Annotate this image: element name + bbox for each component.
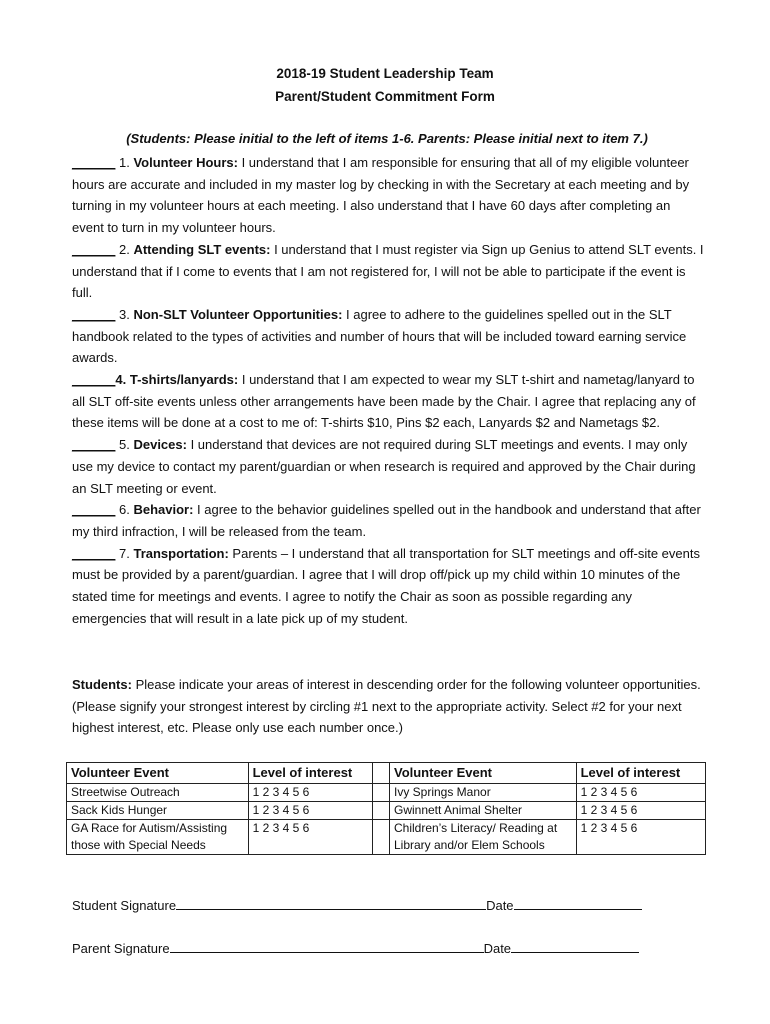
initial-blank-4[interactable]: ______ xyxy=(72,372,116,388)
event-name: Sack Kids Hunger xyxy=(67,802,249,820)
parent-date-line[interactable] xyxy=(511,940,639,953)
item-number: 5. xyxy=(115,437,134,453)
commitment-items xyxy=(72,152,704,629)
commitment-item-7 xyxy=(72,543,704,630)
item-text: I understand that devices are not required during SLT meetings and events. I may only use my device to contact my parent/guardian or when research is required and approved by the Chair during an SLT meeting or event. xyxy=(72,437,696,496)
column-header: Volunteer Event xyxy=(67,763,249,784)
column-header: Volunteer Event xyxy=(389,763,576,784)
table-header-row xyxy=(67,763,706,784)
item-text: I agree to the behavior guidelines spelled out in the handbook and understand that after my third infraction, I will be released from the team. xyxy=(72,502,701,539)
item-heading: Volunteer Hours: xyxy=(133,155,238,170)
item-text: I understand that I must register via Sign up Genius to attend SLT events. I understand that if I come to events that I am not registered for, I will not be able to participate if the event is full. xyxy=(72,241,704,301)
item-number: 7. xyxy=(115,545,134,561)
commitment-item-6 xyxy=(72,499,704,542)
item-number: 1. xyxy=(115,155,134,170)
table-row xyxy=(67,802,706,820)
interest-level-options[interactable]: 1 2 3 4 5 6 xyxy=(248,802,372,820)
spacer-cell xyxy=(372,784,389,802)
interest-level-options[interactable]: 1 2 3 4 5 6 xyxy=(576,802,705,820)
event-name: Ivy Springs Manor xyxy=(389,784,576,802)
table-row xyxy=(67,784,706,802)
interest-level-options[interactable]: 1 2 3 4 5 6 xyxy=(576,820,705,855)
item-number: 2. xyxy=(115,241,134,257)
item-heading: Devices: xyxy=(133,437,187,453)
spacer-cell xyxy=(372,820,389,855)
students-label: Students: xyxy=(72,677,132,692)
interest-level-options[interactable]: 1 2 3 4 5 6 xyxy=(248,784,372,802)
event-name: Streetwise Outreach xyxy=(67,784,249,802)
commitment-item-3 xyxy=(72,304,704,369)
spacer-cell xyxy=(372,802,389,820)
item-heading: T-shirts/lanyards: xyxy=(129,372,239,388)
commitment-item-1 xyxy=(72,152,704,239)
date-label: Date xyxy=(483,941,512,956)
initial-blank-3[interactable]: ______ xyxy=(72,306,116,322)
students-interest-instructions xyxy=(72,674,704,739)
event-name: Children’s Literacy/ Reading at Library and/or Elem Schools xyxy=(389,820,576,855)
parent-signature-label: Parent Signature xyxy=(72,941,170,956)
initial-blank-1[interactable]: ______ xyxy=(72,155,116,170)
initial-blank-7[interactable]: ______ xyxy=(72,545,116,561)
date-label: Date xyxy=(486,898,514,913)
initial-blank-2[interactable]: ______ xyxy=(72,241,116,257)
item-text: Parents – I understand that all transportation for SLT meetings and off-site events must be provided by a parent/guardian. I agree that I will drop off/pick up my child within 10 minutes of the stated time for meetings and events. I agree to notify the Chair as soon as possible regarding any emergencies that will result in a late pick up of my student. xyxy=(72,545,700,626)
event-name: GA Race for Autism/Assisting those with Special Needs xyxy=(67,820,249,855)
interest-level-options[interactable]: 1 2 3 4 5 6 xyxy=(576,784,705,802)
item-number: 6. xyxy=(115,502,134,518)
students-text: Please indicate your areas of interest in descending order for the following volunteer opportunities. (Please signify your strongest interest by circling #1 next to the appropriate activity. Select #2 for your next highest interest, etc. Please only use each number once.) xyxy=(72,677,701,736)
commitment-item-2 xyxy=(72,239,704,304)
form-title-line1: 2018-19 Student Leadership Team xyxy=(276,66,494,81)
initial-blank-6[interactable]: ______ xyxy=(72,502,116,518)
interest-level-options[interactable]: 1 2 3 4 5 6 xyxy=(248,820,372,855)
item-heading: Non-SLT Volunteer Opportunities: xyxy=(133,306,343,322)
form-title-line2: Parent/Student Commitment Form xyxy=(275,89,495,104)
item-text: I agree to adhere to the guidelines spelled out in the SLT handbook related to the types of activities and number of hours that will be included toward earning service awards. xyxy=(72,306,687,366)
item-heading: Behavior: xyxy=(133,502,194,518)
item-text: I understand that I am expected to wear my SLT t-shirt and nametag/lanyard to all SLT off-site events unless other arrangements have been made by the Chair. I agree that replacing any of these items will be done at a cost to me of: T-shirts $10, Pins $2 each, Lanyards $2 and Nametags $2. xyxy=(72,372,696,431)
commitment-item-4 xyxy=(72,369,704,434)
event-name: Gwinnett Animal Shelter xyxy=(389,802,576,820)
volunteer-interest-table xyxy=(66,762,706,855)
item-text: I understand that I am responsible for ensuring that all of my eligible volunteer hours are accurate and included in my master log by checking in with the Secretary at each meeting and by turning in my volunteer hours at each meeting. I also understand that I have 60 days after completing an event to turn in my volunteer hours. xyxy=(72,155,690,236)
initial-blank-5[interactable]: ______ xyxy=(72,437,116,453)
item-number: 4. xyxy=(115,372,130,388)
student-signature-row xyxy=(72,897,642,913)
column-spacer xyxy=(372,763,389,784)
parent-signature-line[interactable] xyxy=(170,940,484,953)
student-signature-label: Student Signature xyxy=(72,898,177,913)
student-signature-line[interactable] xyxy=(176,897,486,910)
parent-signature-row xyxy=(72,940,639,956)
item-heading: Attending SLT events: xyxy=(133,241,271,257)
column-header: Level of interest xyxy=(576,763,705,784)
table-row xyxy=(67,820,706,855)
item-heading: Transportation: xyxy=(133,545,229,561)
student-date-line[interactable] xyxy=(514,897,642,910)
item-number: 3. xyxy=(115,306,134,322)
commitment-item-5 xyxy=(72,434,704,499)
initial-instructions: (Students: Please initial to the left of items 1-6. Parents: Please initial next to item 7.) xyxy=(126,131,648,146)
column-header: Level of interest xyxy=(248,763,372,784)
